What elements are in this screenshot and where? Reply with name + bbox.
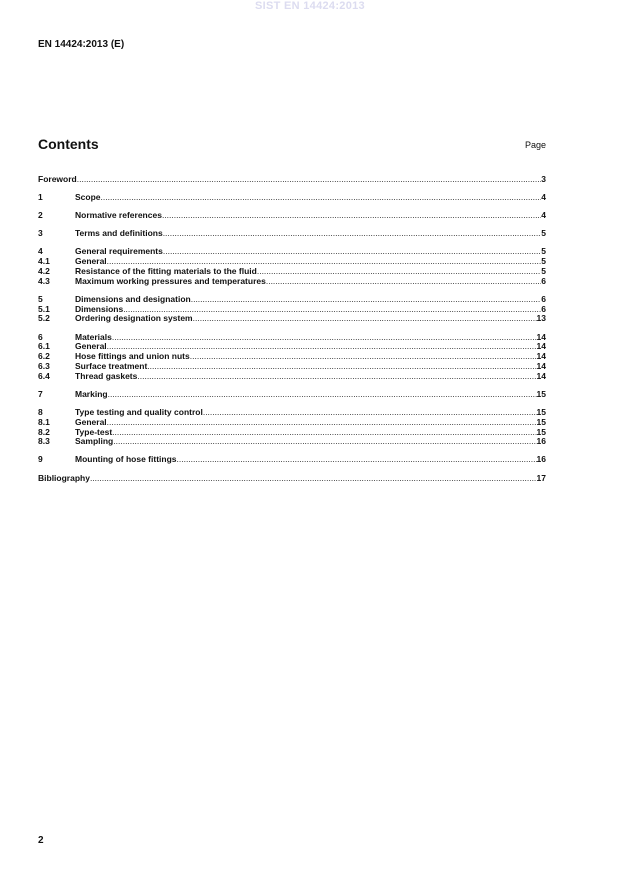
toc-group-gap — [38, 324, 546, 332]
toc-group-gap — [38, 465, 546, 473]
toc-leader-dots — [113, 437, 536, 447]
document-id: EN 14424:2013 (E) — [38, 39, 125, 50]
toc-entry-title: General — [75, 416, 107, 427]
toc-entry-title: Surface treatment — [75, 360, 148, 371]
toc-entry-page: 13 — [536, 313, 546, 324]
toc-entry-page: 17 — [536, 472, 546, 483]
toc-entry-page: 14 — [536, 370, 546, 381]
toc-entry-number: 1 — [38, 192, 43, 203]
contents-heading: Contents — [38, 136, 99, 152]
toc-entry-number: 5.1 — [38, 303, 50, 314]
toc-entry-page: 4 — [541, 192, 546, 203]
toc-leader-dots — [107, 418, 537, 428]
toc-entry-number: 7 — [38, 388, 43, 399]
toc-leader-dots — [147, 362, 536, 372]
toc-entry-page: 16 — [536, 436, 546, 447]
toc-entry-title: Bibliography — [38, 472, 90, 483]
toc-leader-dots — [266, 277, 541, 287]
toc-entry-number: 8.1 — [38, 416, 50, 427]
toc-entry[interactable] — [38, 229, 546, 239]
toc-entry-page: 5 — [541, 246, 546, 257]
toc-entry[interactable] — [38, 277, 546, 287]
toc-entry-number: 6 — [38, 331, 43, 342]
toc-entry-page: 14 — [536, 360, 546, 371]
toc-entry-page: 6 — [541, 293, 546, 304]
toc-entry[interactable] — [38, 333, 546, 343]
toc-entry-title: Marking — [75, 388, 108, 399]
toc-entry-number: 8 — [38, 406, 43, 417]
toc-entry[interactable] — [38, 428, 546, 438]
toc-entry-page: 5 — [541, 265, 546, 276]
toc-entry-page: 6 — [541, 303, 546, 314]
toc-entry-title: Resistance of the fitting materials to the fluid — [75, 265, 257, 276]
toc-leader-dots — [112, 428, 536, 438]
toc-entry-title: General — [75, 256, 107, 267]
toc-entry-number: 3 — [38, 228, 43, 239]
toc-leader-dots — [77, 175, 542, 185]
toc-entry[interactable] — [38, 372, 546, 382]
toc-leader-dots — [190, 352, 537, 362]
toc-entry-number: 5 — [38, 293, 43, 304]
toc-entry-title: Dimensions and designation — [75, 293, 191, 304]
toc-leader-dots — [163, 229, 542, 239]
toc-entry-page: 15 — [536, 388, 546, 399]
page-number: 2 — [38, 835, 44, 846]
toc-entry-title: Sampling — [75, 436, 114, 447]
toc-entry-title: Hose fittings and union nuts — [75, 351, 190, 362]
toc-entry-title: Materials — [75, 331, 112, 342]
toc-entry-title: Ordering designation system — [75, 313, 193, 324]
toc-entry-number: 4.2 — [38, 265, 50, 276]
toc-group-gap — [38, 185, 546, 193]
table-of-contents — [38, 175, 546, 483]
toc-entry-title: Thread gaskets — [75, 370, 138, 381]
toc-entry[interactable] — [38, 455, 546, 465]
toc-entry-page: 5 — [541, 228, 546, 239]
toc-leader-dots — [203, 408, 537, 418]
toc-entry-page: 16 — [536, 454, 546, 465]
toc-entry-page: 15 — [536, 406, 546, 417]
toc-leader-dots — [257, 267, 541, 277]
watermark: SIST EN 14424:2013 — [255, 0, 365, 12]
toc-entry-page: 4 — [541, 210, 546, 221]
toc-leader-dots — [90, 474, 537, 484]
toc-entry-number: 9 — [38, 454, 43, 465]
toc-entry-number: 8.3 — [38, 436, 50, 447]
toc-leader-dots — [101, 193, 542, 203]
toc-entry-number: 8.2 — [38, 426, 50, 437]
toc-entry-number: 4.1 — [38, 256, 50, 267]
toc-entry[interactable] — [38, 314, 546, 324]
toc-leader-dots — [137, 372, 536, 382]
toc-entry-page: 15 — [536, 416, 546, 427]
toc-entry[interactable] — [38, 211, 546, 221]
toc-entry-title: Scope — [75, 192, 101, 203]
toc-leader-dots — [191, 295, 542, 305]
toc-entry-number: 5.2 — [38, 313, 50, 324]
toc-entry-title: Terms and definitions — [75, 228, 163, 239]
toc-entry[interactable] — [38, 193, 546, 203]
toc-entry-number: 6.4 — [38, 370, 50, 381]
toc-leader-dots — [162, 211, 541, 221]
toc-group-gap — [38, 382, 546, 390]
toc-entry-number: 6.3 — [38, 360, 50, 371]
page-column-label: Page — [524, 140, 546, 150]
toc-entry[interactable] — [38, 247, 546, 257]
toc-leader-dots — [193, 314, 537, 324]
toc-entry-title: General requirements — [75, 246, 163, 257]
toc-entry-number: 2 — [38, 210, 43, 221]
toc-entry-page: 15 — [536, 426, 546, 437]
toc-leader-dots — [108, 390, 537, 400]
toc-entry-page: 6 — [541, 275, 546, 286]
toc-entry-title: Maximum working pressures and temperatures — [75, 275, 266, 286]
toc-entry-page: 5 — [541, 256, 546, 267]
toc-entry-page: 3 — [541, 174, 546, 184]
toc-entry-title: Foreword — [38, 174, 77, 184]
toc-leader-dots — [163, 247, 541, 257]
toc-entry-title: Mounting of hose fittings — [75, 454, 177, 465]
toc-leader-dots — [112, 333, 537, 343]
toc-entry-page: 14 — [536, 331, 546, 342]
toc-leader-dots — [177, 455, 537, 465]
toc-entry[interactable] — [38, 408, 546, 418]
toc-entry-title: Dimensions — [75, 303, 124, 314]
toc-entry[interactable] — [38, 175, 546, 185]
toc-entry-number: 4 — [38, 246, 43, 257]
toc-entry-title: Normative references — [75, 210, 162, 221]
toc-entry[interactable] — [38, 474, 546, 484]
toc-entry[interactable] — [38, 390, 546, 400]
toc-entry-number: 6.1 — [38, 341, 50, 352]
toc-entry-title: Type-test — [75, 426, 113, 437]
toc-entry-title: Type testing and quality control — [75, 406, 203, 417]
toc-entry-page: 14 — [536, 341, 546, 352]
toc-entry[interactable] — [38, 418, 546, 428]
toc-entry-page: 14 — [536, 351, 546, 362]
toc-entry-title: General — [75, 341, 107, 352]
toc-entry-number: 6.2 — [38, 351, 50, 362]
toc-entry-number: 4.3 — [38, 275, 50, 286]
toc-entry[interactable] — [38, 437, 546, 447]
